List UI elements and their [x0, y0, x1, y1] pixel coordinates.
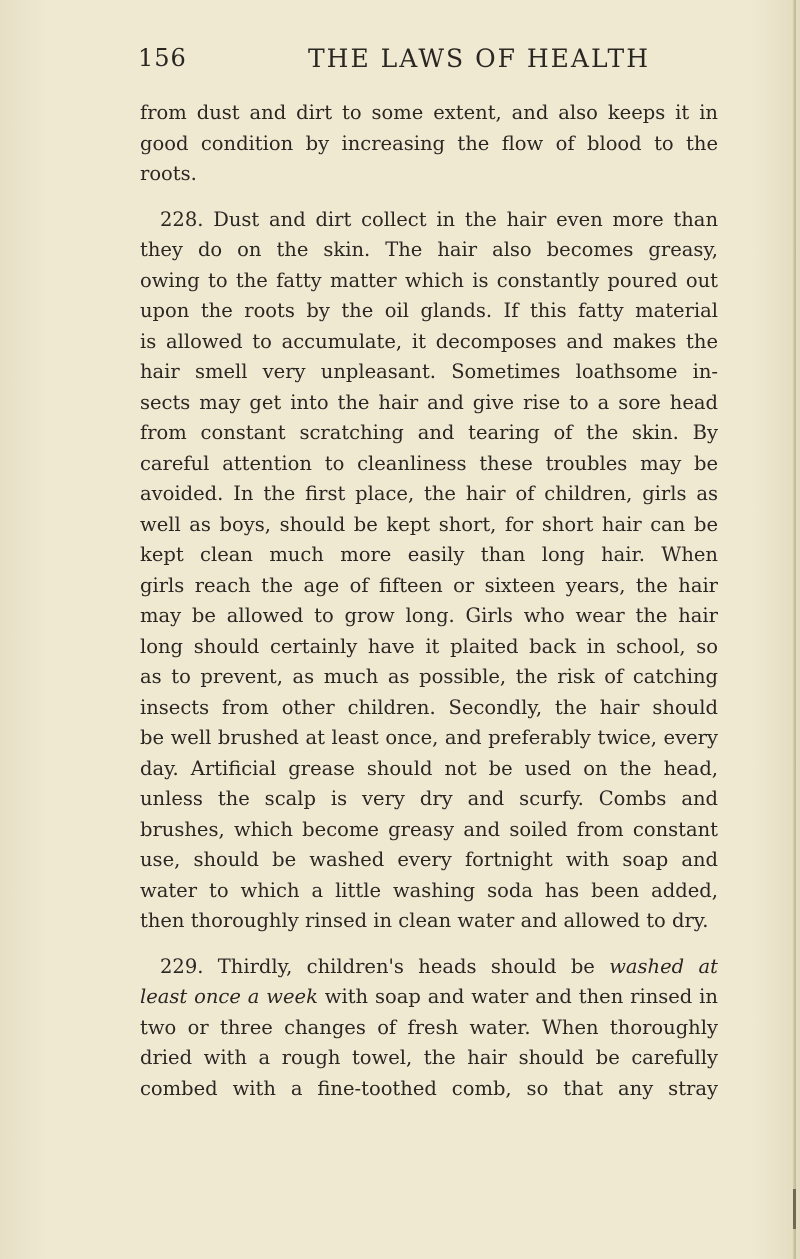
text-line: unless the scalp is very dry and scurfy. Combs and [140, 787, 718, 810]
running-head: THE LAWS OF HEALTH [308, 44, 651, 73]
paragraph-gap [140, 190, 718, 205]
text-line: combed with a fine-toothed comb, so that any stray [140, 1076, 718, 1100]
paragraph-228 [140, 205, 718, 937]
italic-text: least once a week [140, 985, 318, 1008]
text-line: roots. [140, 162, 197, 185]
text-line: two or three changes of fresh water. When thoroughly [140, 1015, 718, 1039]
page-header [138, 44, 718, 84]
text-line: dried with a rough towel, the hair should be carefully [140, 1046, 718, 1069]
text-line: kept clean much more easily than long hair. When [140, 543, 718, 566]
text-line: day. Artificial grease should not be used on the head, [140, 756, 718, 780]
text-line: brushes, which become greasy and soiled from constant [140, 817, 718, 841]
text-line: they do on the skin. The hair also becomes greasy, [140, 238, 718, 261]
text-line: then thoroughly rinsed in clean water and allowed to dry. [140, 909, 709, 932]
page-number: 156 [138, 44, 187, 72]
text-line: sects may get into the hair and give rise to a sore head [140, 390, 718, 414]
text-line: water to which a little washing soda has been added, [140, 878, 718, 902]
text-line: use, should be washed every fortnight with soap and [140, 848, 718, 871]
text-line: hair smell very unpleasant. Sometimes loathsome in- [140, 360, 718, 383]
text-line [140, 952, 718, 983]
text-line: long should certainly have it plaited back in school, so [140, 634, 718, 658]
text-run: with soap and water and then rinsed in [317, 985, 718, 1008]
text-line [140, 982, 718, 1013]
text-line: girls reach the age of fifteen or sixteen years, the hair [140, 573, 718, 597]
text-line: good condition by increasing the flow of blood to the [140, 131, 718, 155]
paragraph-gap [140, 937, 718, 952]
paragraph-continuation [140, 98, 718, 190]
text-run: 229. Thirdly, children's heads should be [160, 954, 610, 978]
paragraph-229 [140, 952, 718, 1105]
body-text [140, 98, 718, 1104]
page-corner-mark [793, 1189, 796, 1229]
text-line: owing to the fatty matter which is constantly poured out [140, 268, 718, 292]
text-line: may be allowed to grow long. Girls who wear the hair [140, 604, 718, 627]
page-edge [793, 0, 796, 1259]
text-line: is allowed to accumulate, it decomposes and makes the [140, 329, 718, 353]
text-line: insects from other children. Secondly, the hair should [140, 695, 718, 719]
text-line: 228. Dust and dirt collect in the hair even more than [160, 207, 718, 231]
text-line: from dust and dirt to some extent, and also keeps it in [140, 101, 718, 124]
text-line: from constant scratching and tearing of the skin. By [140, 421, 718, 444]
text-line: be well brushed at least once, and preferably twice, every [140, 726, 718, 749]
text-line: avoided. In the first place, the hair of children, girls as [140, 482, 718, 505]
text-line: careful attention to cleanliness these troubles may be [140, 451, 718, 475]
italic-text: washed at [609, 954, 718, 978]
text-line: as to prevent, as much as possible, the risk of catching [140, 665, 718, 688]
text-line: upon the roots by the oil glands. If this fatty material [140, 299, 718, 322]
text-line: well as boys, should be kept short, for short hair can be [140, 512, 718, 536]
